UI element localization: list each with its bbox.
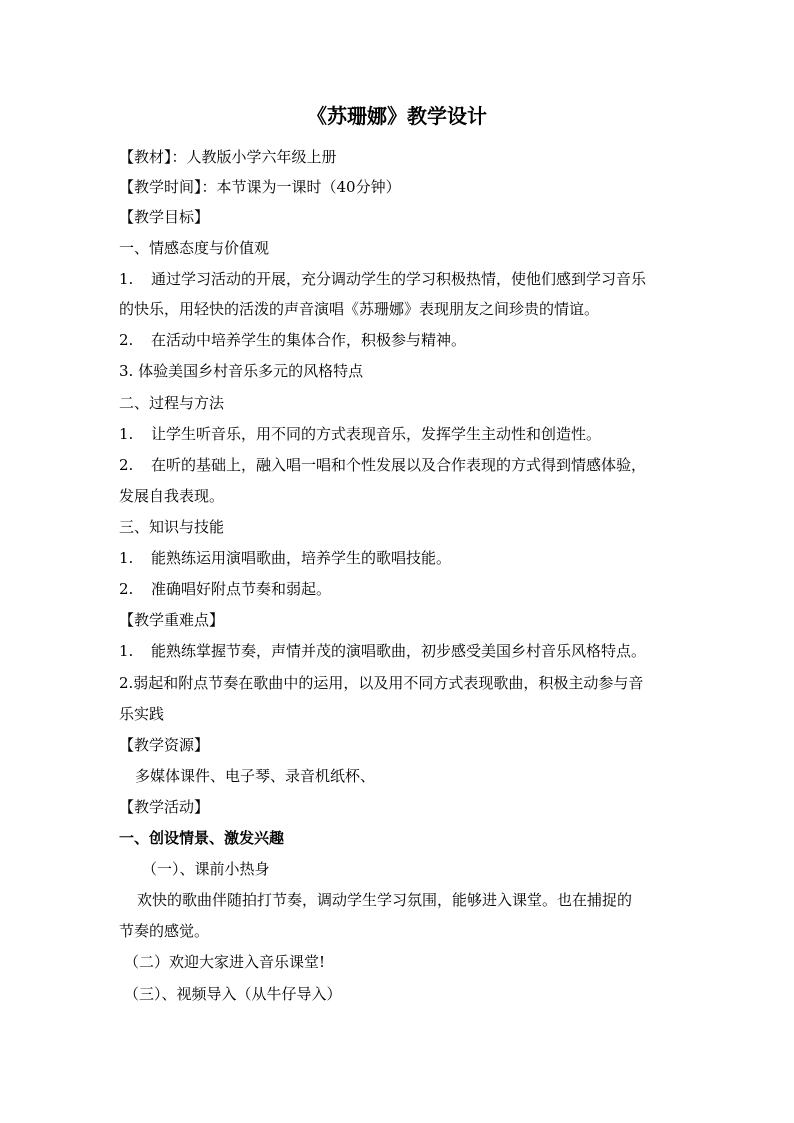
document-title: 《苏珊娜》教学设计 — [307, 104, 487, 128]
text-line — [119, 268, 679, 290]
text-line — [119, 392, 679, 414]
line-text: 2.弱起和附点节奏在歌曲中的运用，以及用不同方式表现歌曲，积极主动参与音 — [119, 674, 644, 692]
text-line — [119, 206, 679, 228]
text-line — [119, 146, 679, 168]
line-text: 能熟练运用演唱歌曲，培养学生的歌唱技能。 — [151, 549, 452, 567]
text-line — [119, 796, 679, 818]
line-text: 三、知识与技能 — [119, 518, 225, 536]
line-text: （三）、视频导入（从牛仔导入） — [124, 985, 342, 1003]
line-text: 【教学时间】：本节课为一课时（40分钟） — [119, 178, 401, 196]
text-line — [135, 765, 695, 787]
text-line — [119, 237, 679, 259]
text-line — [119, 360, 679, 382]
line-number: 2. — [119, 331, 134, 349]
text-line — [119, 703, 679, 725]
line-number: 2. — [119, 456, 134, 474]
text-line — [119, 485, 679, 507]
line-text: 的快乐，用轻快的活泼的声音演唱《苏珊娜》表现朋友之间珍贵的情谊。 — [119, 300, 600, 318]
line-text: 一、情感态度与价值观 — [119, 239, 270, 257]
line-text: 让学生听音乐，用不同的方式表现音乐，发挥学生主动性和创造性。 — [151, 425, 602, 443]
text-line — [119, 672, 679, 694]
text-line — [119, 547, 679, 569]
line-text: 【教学目标】 — [119, 208, 210, 226]
text-line — [119, 734, 679, 756]
text-line — [124, 983, 684, 1005]
line-number: 1. — [119, 642, 134, 660]
line-text: 能熟练掌握节奏，声情并茂的演唱歌曲，初步感受美国乡村音乐风格特点。 — [151, 642, 647, 660]
text-line — [142, 858, 702, 880]
line-text: 在活动中培养学生的集体合作，积极参与精神。 — [151, 331, 467, 349]
line-text: 3. 体验美国乡村音乐多元的风格特点 — [119, 362, 364, 380]
line-text: 节奏的感觉。 — [119, 922, 210, 940]
text-line — [137, 889, 697, 911]
text-line — [119, 640, 679, 662]
text-line — [119, 578, 679, 600]
text-line — [119, 827, 679, 849]
line-number: 1. — [119, 549, 134, 567]
line-text: 准确唱好附点节奏和弱起。 — [151, 580, 332, 598]
line-text: 欢快的歌曲伴随拍打节奏，调动学生学习氛围，能够进入课堂。也在捕捉的 — [137, 891, 633, 909]
text-line — [119, 176, 679, 198]
line-text: 一、创设情景、激发兴趣 — [119, 829, 285, 847]
line-text: 【教学活动】 — [119, 798, 210, 816]
line-number: 1. — [119, 425, 134, 443]
line-text: 【教学重难点】 — [119, 611, 225, 629]
text-line — [119, 423, 679, 445]
line-text: 发展自我表现。 — [119, 487, 225, 505]
line-text: 多媒体课件、电子琴、录音机纸杯、 — [135, 767, 376, 785]
text-line — [119, 920, 679, 942]
text-line — [119, 298, 679, 320]
text-line — [119, 454, 679, 476]
line-text: （一）、课前小热身 — [142, 860, 270, 878]
line-text: 【教材】：人教版小学六年级上册 — [119, 148, 337, 166]
line-text: 通过学习活动的开展，充分调动学生的学习积极热情，使他们感到学习音乐 — [151, 270, 647, 288]
line-text: 二、过程与方法 — [119, 394, 225, 412]
text-line — [119, 329, 679, 351]
line-text: 在听的基础上，融入唱一唱和个性发展以及合作表现的方式得到情感体验， — [151, 456, 647, 474]
line-number: 2. — [119, 580, 134, 598]
text-line — [119, 516, 679, 538]
line-number: 1. — [119, 270, 134, 288]
line-text: 【教学资源】 — [119, 736, 210, 754]
text-line — [124, 951, 684, 973]
line-text: （二）欢迎大家进入音乐课堂! — [124, 953, 326, 971]
line-text: 乐实践 — [119, 705, 165, 723]
text-line — [119, 609, 679, 631]
